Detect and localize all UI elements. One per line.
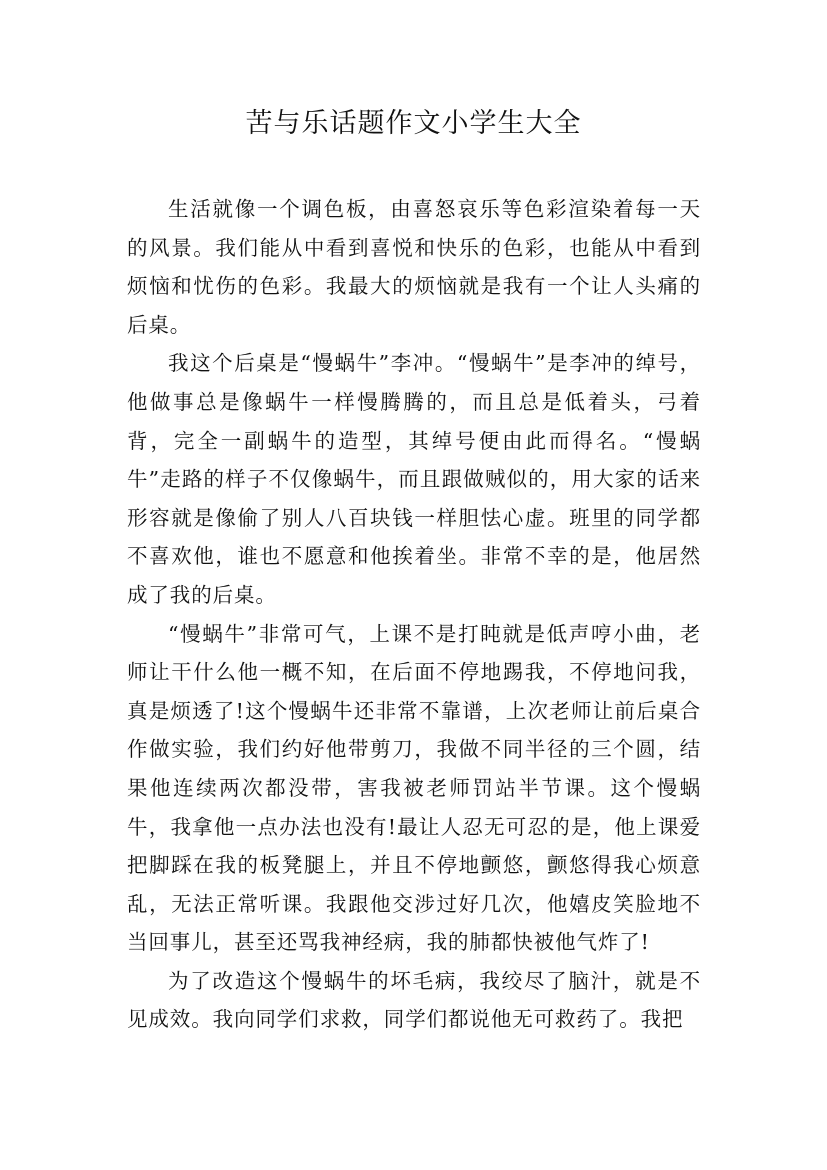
paragraph-2: 我这个后桌是“慢蜗牛”李冲。“慢蜗牛”是李冲的绰号，他做事总是像蜗牛一样慢腾腾的，而且总是低着头，弓着背，完全一副蜗牛的造型，其绰号便由此而得名。“慢蜗牛”走路的样子不仅像蜗牛，而且跟做贼似的，用大家的话来形容就是像偷了别人八百块钱一样胆怯心虚。班里的同学都不喜欢他，谁也不愿意和他挨着坐。非常不幸的是，他居然成了我的后桌。 — [127, 351, 701, 607]
document-title: 苦与乐话题作文小学生大全 — [245, 108, 582, 139]
document-body — [127, 190, 701, 1039]
paragraph-4: 为了改造这个慢蜗牛的坏毛病，我绞尽了脑汁，就是不见成效。我向同学们求救，同学们都说他无可救药了。我把 — [127, 968, 701, 1032]
paragraph-3: “慢蜗牛”非常可气，上课不是打盹就是低声哼小曲，老师让干什么他一概不知，在后面不停地踢我，不停地问我，真是烦透了!这个慢蜗牛还非常不靠谱，上次老师让前后桌合作做实验，我们约好他带剪刀，我做不同半径的三个圆，结果他连续两次都没带，害我被老师罚站半节课。这个慢蜗牛，我拿他一点办法也没有!最让人忍无可忍的是，他上课爱把脚踩在我的板凳腿上，并且不停地颤悠，颤悠得我心烦意乱，无法正常听课。我跟他交涉过好几次，他嬉皮笑脸地不当回事儿，甚至还骂我神经病，我的肺都快被他气炸了! — [127, 621, 701, 955]
paragraph-1: 生活就像一个调色板，由喜怒哀乐等色彩渲染着每一天的风景。我们能从中看到喜悦和快乐的色彩，也能从中看到烦恼和忧伤的色彩。我最大的烦恼就是我有一个让人头痛的后桌。 — [127, 197, 701, 337]
